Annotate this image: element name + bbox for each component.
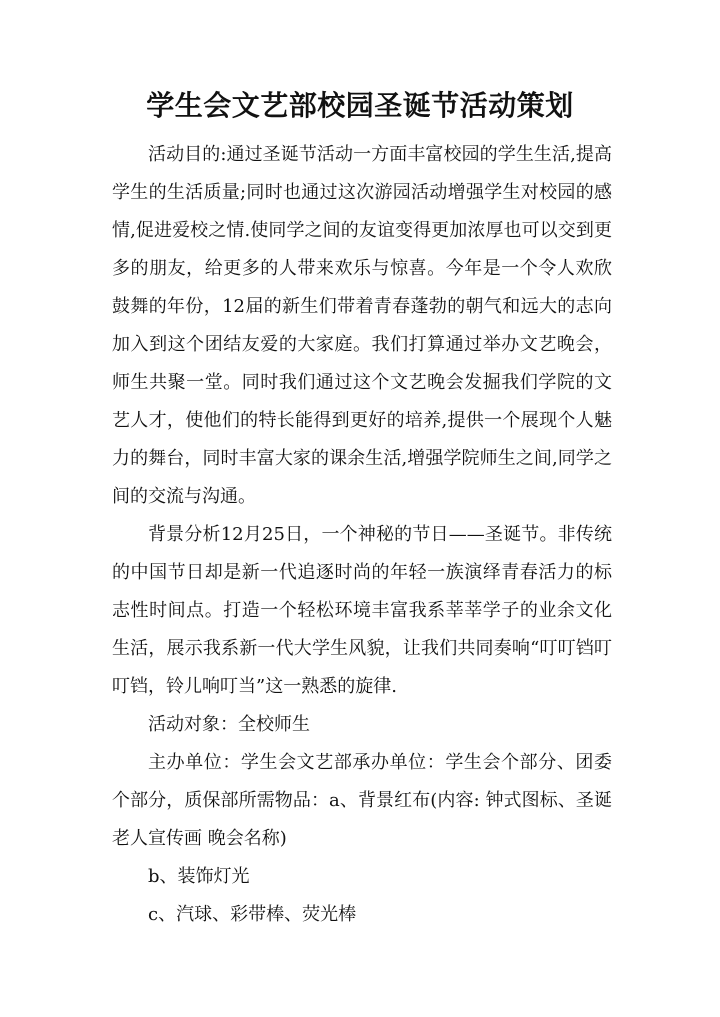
- document-body: [112, 136, 612, 934]
- document-title: 学生会文艺部校园圣诞节活动策划: [146, 89, 574, 122]
- paragraph-item-b: b、装饰灯光: [148, 866, 250, 887]
- paragraph-background: 背景分析12月25日，一个神秘的节日——圣诞节。非传统的中国节日却是新一代追逐时尚的年轻一族演绎青春活力的标志性时间点。打造一个轻松环境丰富我系莘莘学子的业余文化生活，展示我系新一代大学生风貌，让我们共同奏响“叮叮铛叮叮铛，铃儿响叮当”这一熟悉的旋律.: [112, 524, 612, 697]
- paragraph-organizer: 主办单位：学生会文艺部承办单位：学生会个部分、团委个部分，质保部所需物品：a、背景红布(内容: 钟式图标、圣诞老人宣传画 晚会名称): [112, 752, 612, 849]
- paragraph-item-c: c、汽球、彩带棒、荧光棒: [148, 904, 357, 925]
- paragraph-audience: 活动对象：全校师生: [148, 714, 310, 735]
- paragraph-purpose: 活动目的:通过圣诞节活动一方面丰富校园的学生生活,提高学生的生活质量;同时也通过这次游园活动增强学生对校园的感情,促进爱校之情.使同学之间的友谊变得更加浓厚也可以交到更多的朋友，给更多的人带来欢乐与惊喜。今年是一个令人欢欣鼓舞的年份，12届的新生们带着青春蓬勃的朝气和远大的志向加入到这个团结友爱的大家庭。我们打算通过举办文艺晚会，师生共聚一堂。同时我们通过这个文艺晚会发掘我们学院的文艺人才，使他们的特长能得到更好的培养,提供一个展现个人魅力的舞台，同时丰富大家的课余生活,增强学院师生之间,同学之间的交流与沟通。: [112, 144, 612, 507]
